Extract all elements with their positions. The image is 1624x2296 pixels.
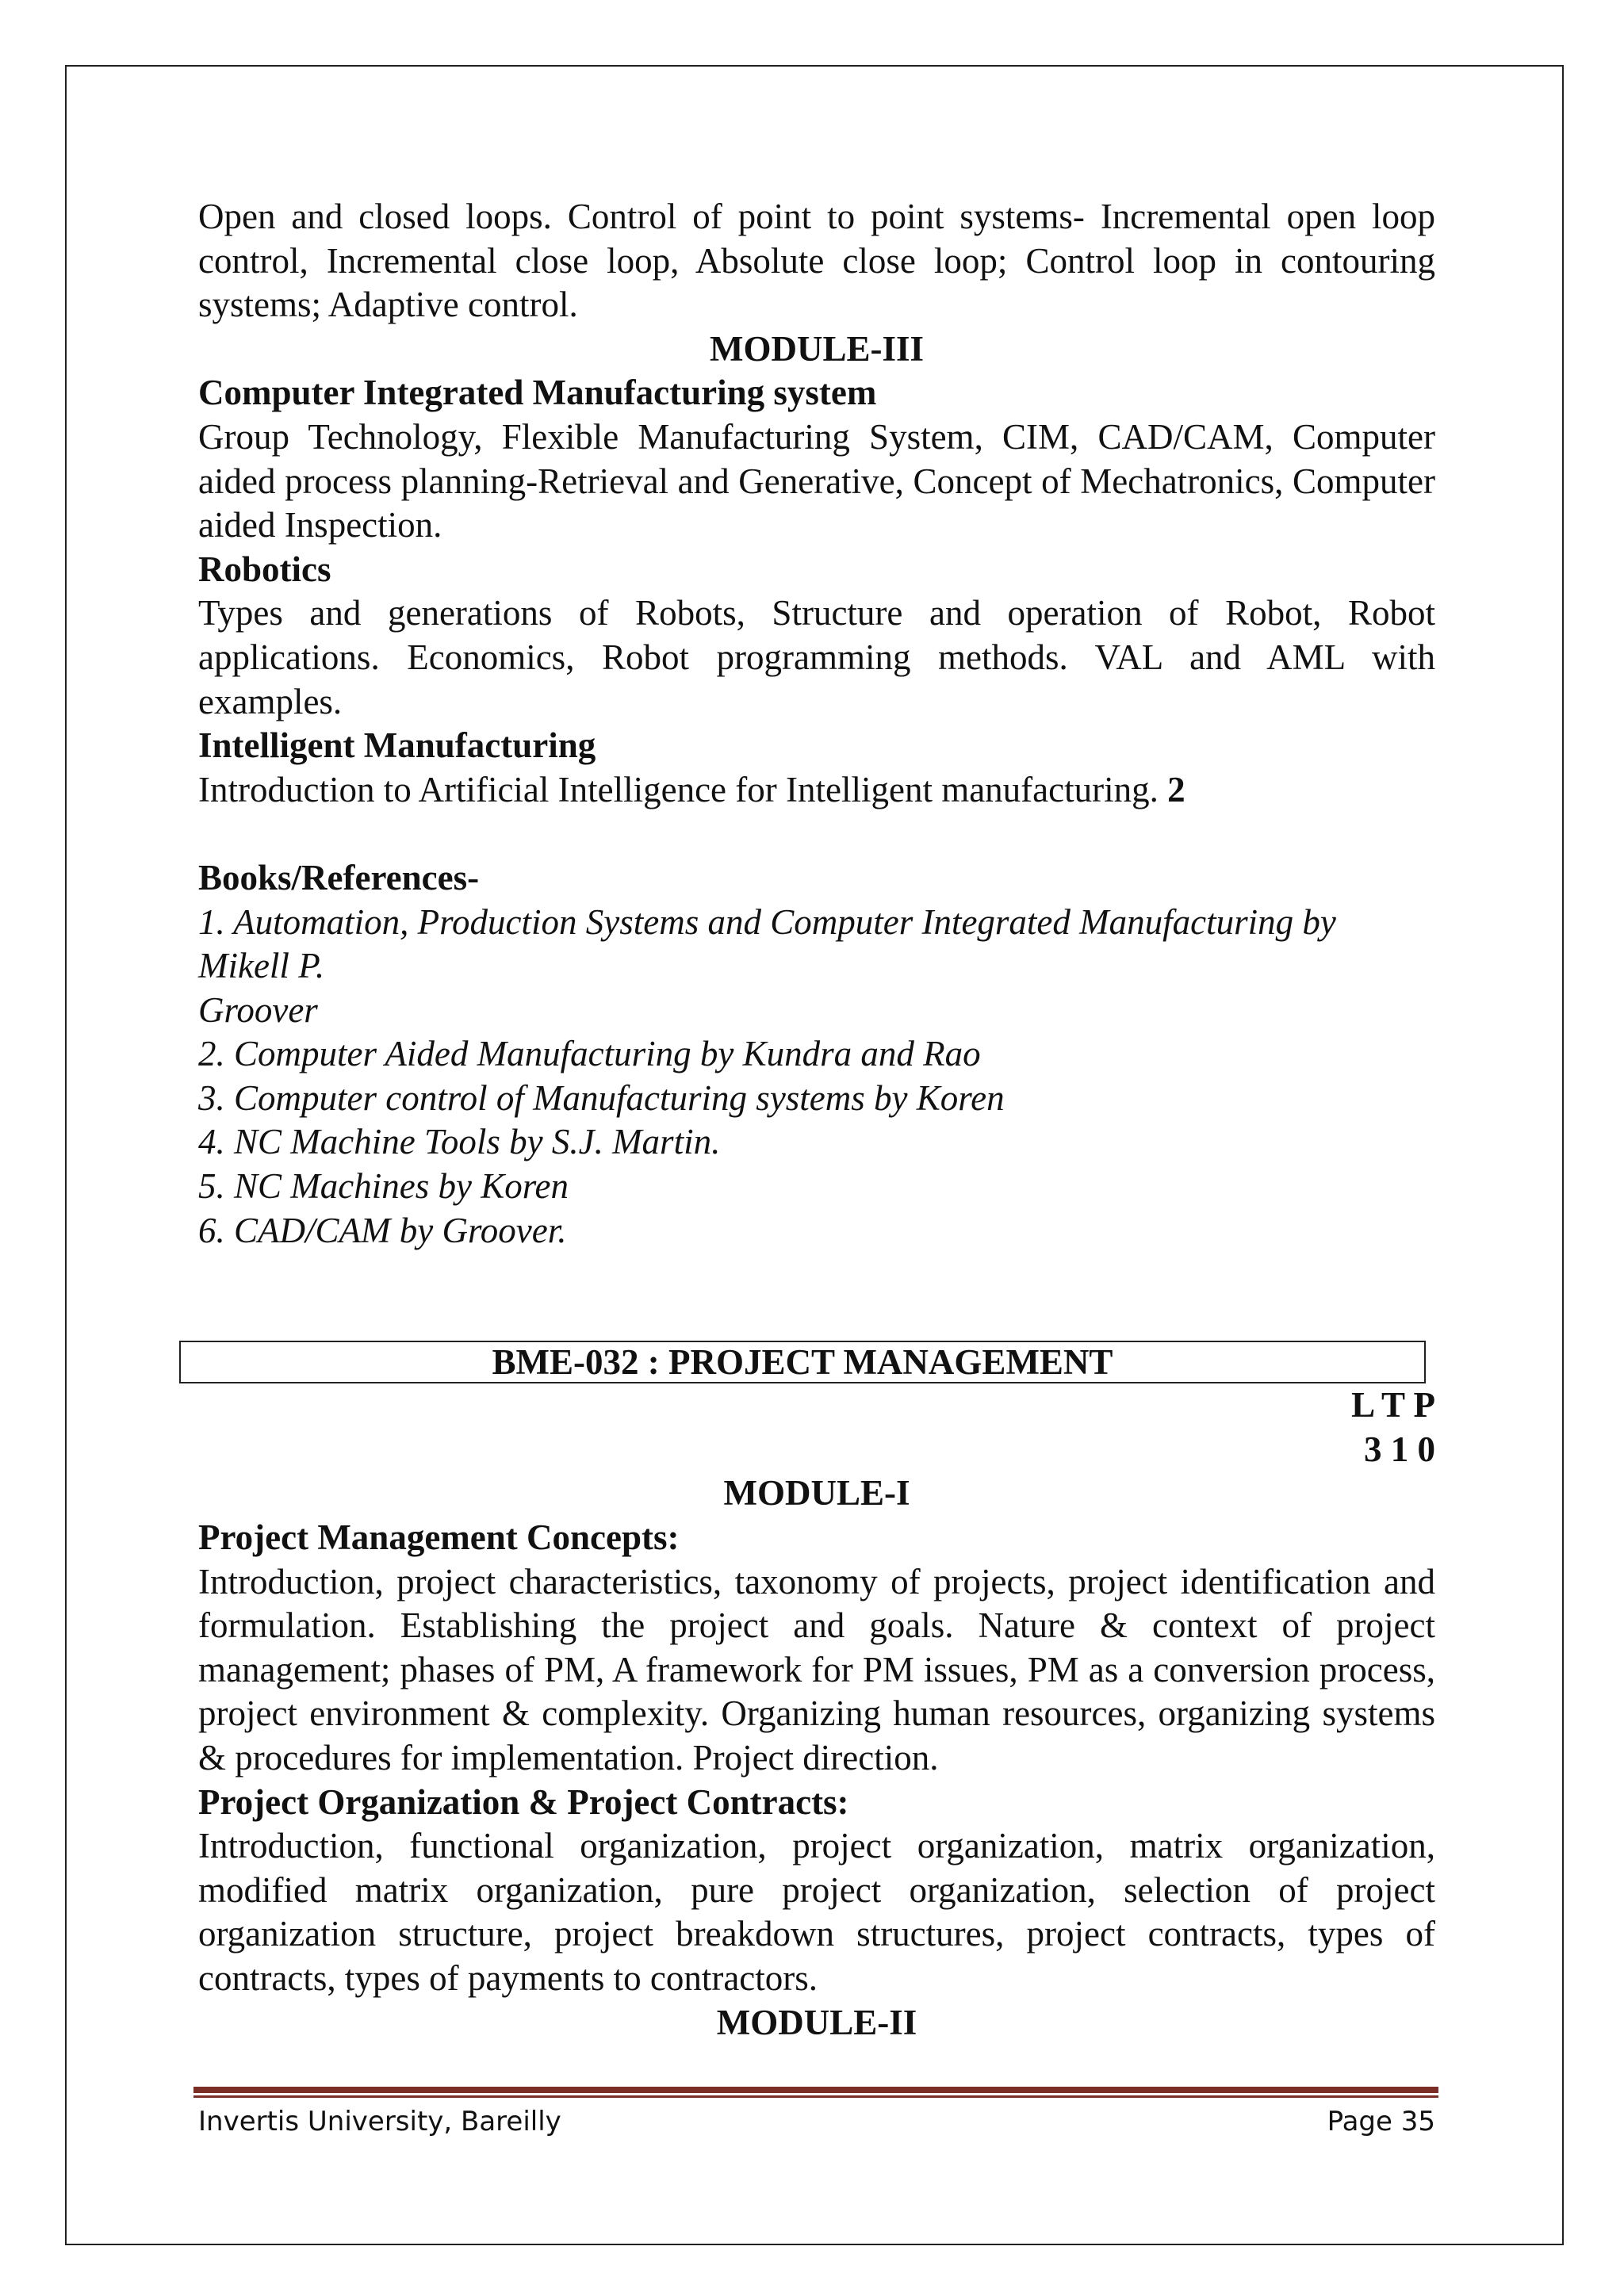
ltp-label: L T P bbox=[1351, 1385, 1435, 1425]
pm-concepts-text: Introduction, project characteristics, taxonomy of projects, project identification and formulation. Establishing the project and goals. Nature & context of project management; phases of PM, A framework for PM issues, PM as a conversion process, project environment & complexity. Organizing human resources, organizing systems & procedures for implementation. Project direction. bbox=[198, 1561, 1435, 1777]
books-heading: Books/References- bbox=[198, 857, 480, 897]
intro-paragraph: Open and closed loops. Control of point to point systems- Incremental open loop control, Incremental close loop, Absolute close loop; Control loop in contouring systems; Adaptive control. bbox=[198, 197, 1435, 325]
spacer bbox=[198, 1253, 1435, 1341]
robotics-heading: Robotics bbox=[198, 549, 331, 589]
book-item: 5. NC Machines by Koren bbox=[198, 1166, 569, 1207]
footer-university: Invertis University, Bareilly bbox=[198, 2106, 561, 2137]
project-organization-heading: Project Organization & Project Contracts: bbox=[198, 1781, 849, 1822]
intelligent-manufacturing-heading: Intelligent Manufacturing bbox=[198, 725, 596, 766]
im-number: 2 bbox=[1167, 769, 1185, 809]
course-title: BME-032 : PROJECT MANAGEMENT bbox=[179, 1341, 1426, 1383]
cim-text: Group Technology, Flexible Manufacturing System, CIM, CAD/CAM, Computer aided process planning-Retrieval and Generative, Concept of Mechatronics, Computer aided Inspection. bbox=[198, 416, 1435, 545]
ltp-values: 3 1 0 bbox=[1364, 1429, 1435, 1469]
book-item: 3. Computer control of Manufacturing systems by Koren bbox=[198, 1077, 1005, 1118]
book-item: 4. NC Machine Tools by S.J. Martin. bbox=[198, 1122, 721, 1162]
book-item: 6. CAD/CAM by Groover. bbox=[198, 1210, 567, 1250]
page-content bbox=[198, 195, 1435, 2045]
intelligent-manufacturing-text bbox=[198, 768, 1435, 813]
footer-rule-thin bbox=[193, 2095, 1438, 2098]
module-2-heading: MODULE-II bbox=[716, 2002, 917, 2042]
robotics-text: Types and generations of Robots, Structure and operation of Robot, Robot applications. Economics, Robot programming methods. VAL and AML with examples. bbox=[198, 593, 1435, 721]
book-item: 1. Automation, Production Systems and Computer Integrated Manufacturing by Mikell P. bbox=[198, 901, 1336, 986]
footer-rule-thick bbox=[193, 2087, 1438, 2093]
cim-heading: Computer Integrated Manufacturing system bbox=[198, 373, 877, 413]
module-1-heading: MODULE-I bbox=[723, 1473, 910, 1513]
im-text: Introduction to Artificial Intelligence for Intelligent manufacturing. bbox=[198, 769, 1159, 809]
module-3-heading: MODULE-III bbox=[709, 328, 925, 369]
page-footer bbox=[198, 2106, 1435, 2137]
footer-page-number: Page 35 bbox=[1327, 2106, 1435, 2137]
book-item: 2. Computer Aided Manufacturing by Kundra and Rao bbox=[198, 1034, 981, 1074]
project-organization-text: Introduction, functional organization, project organization, matrix organization, modified matrix organization, pure project organization, selection of project organization structure, project breakdown structures, project contracts, types of contracts, types of payments to contractors. bbox=[198, 1826, 1435, 1998]
spacer bbox=[198, 812, 1435, 856]
pm-concepts-heading: Project Management Concepts: bbox=[198, 1517, 680, 1558]
book-item: Groover bbox=[198, 989, 318, 1030]
